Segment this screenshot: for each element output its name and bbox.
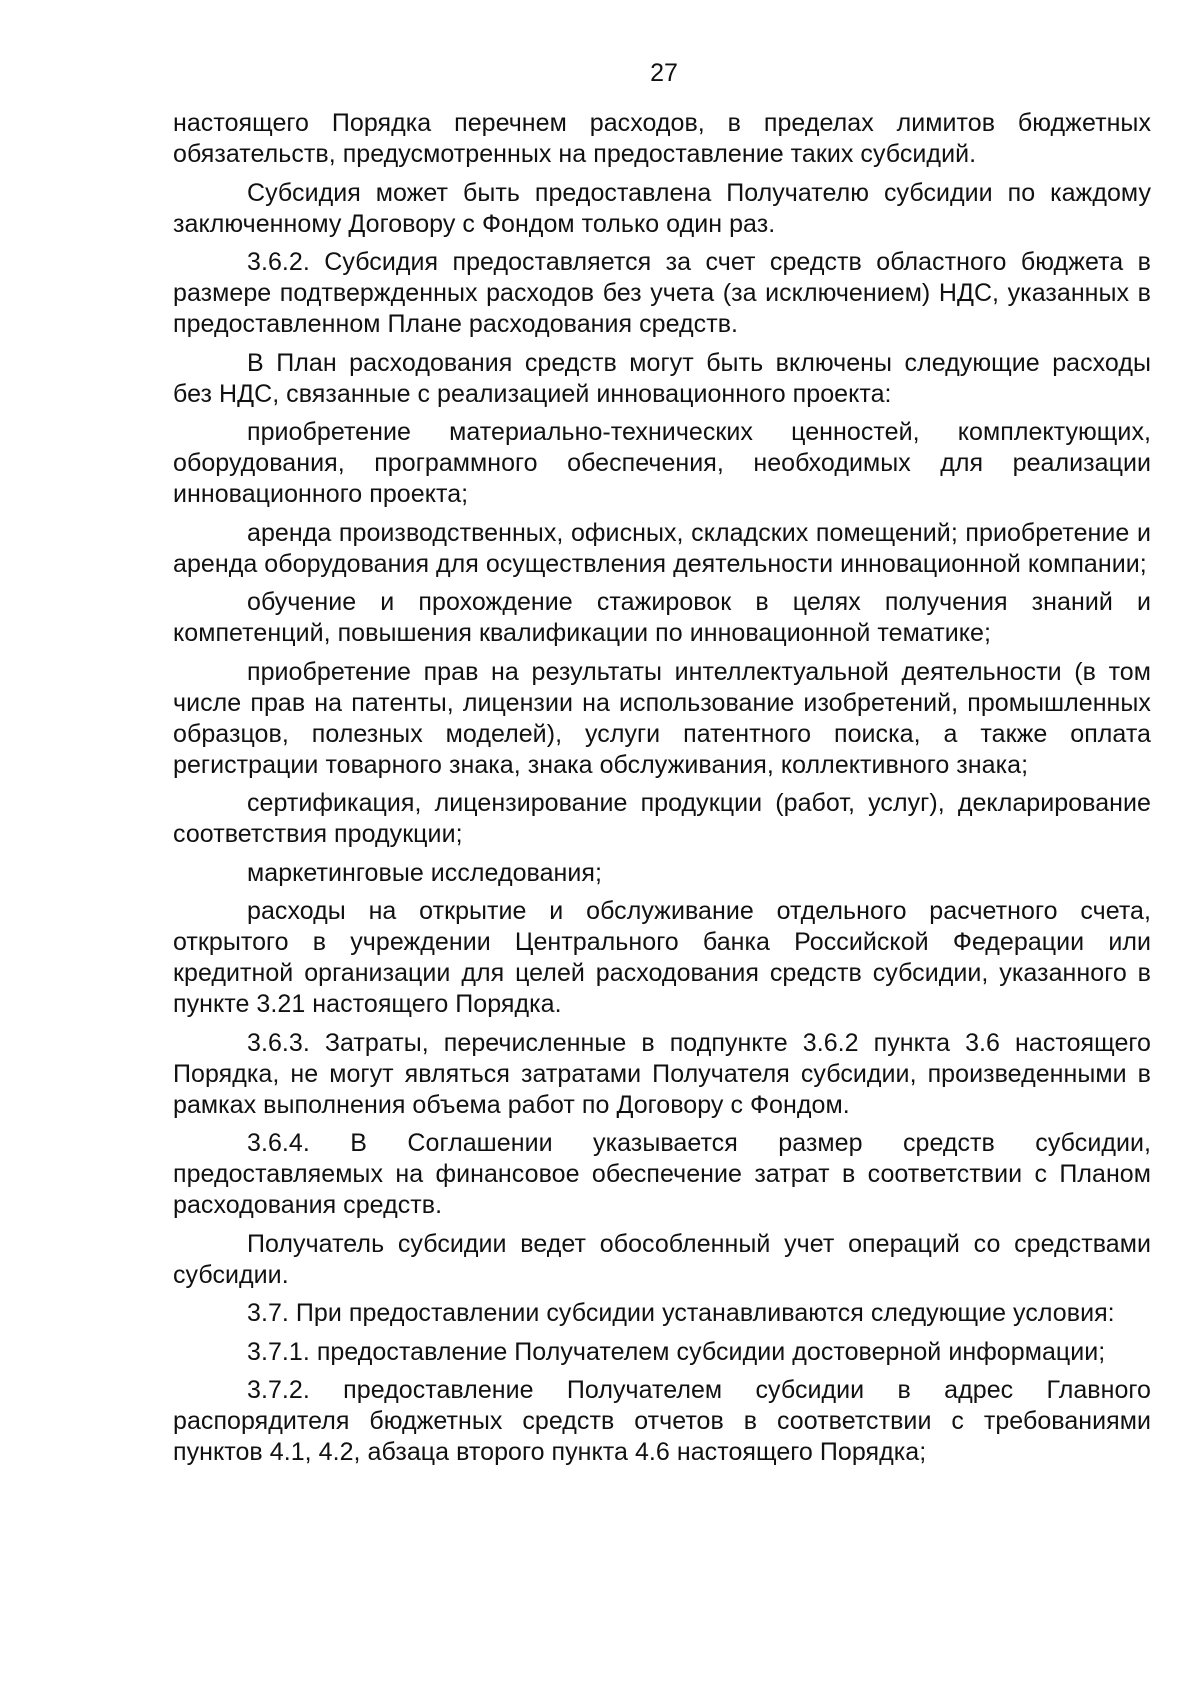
paragraph-1: настоящего Порядка перечнем расходов, в пределах лимитов бюджетных обязательств, предусмотренных на предоставление таких субсидий. [173,109,1151,168]
paragraph-14: Получатель субсидии ведет обособленный учет операций со средствами субсидии. [173,1229,1151,1289]
document-body [173,108,1151,1476]
paragraph-9: сертификация, лицензирование продукции (работ, услуг), декларирование соответствия продукции; [173,789,1151,848]
paragraph-12: 3.6.3. Затраты, перечисленные в подпункте 3.6.2 пункта 3.6 настоящего Порядка, не могут являться затратами Получателя субсидии, произведенными в рамках выполнения объема работ по Договору с Фондом. [173,1028,1151,1119]
page-number: 27 [650,59,678,87]
paragraph-17: 3.7.2. предоставление Получателем субсидии в адрес Главного распорядителя бюджетных средств отчетов в соответствии с требованиями пунктов 4.1, 4.2, абзаца второго пункта 4.6 настоящего Порядка; [173,1376,1151,1466]
paragraph-3: 3.6.2. Субсидия предоставляется за счет средств областного бюджета в размере подтвержденных расходов без учета (за исключением) НДС, указанных в предоставленном Плане расходования средств. [173,248,1151,338]
paragraph-6: аренда производственных, офисных, складских помещений; приобретение и аренда оборудования для осуществления деятельности инновационной компании; [173,518,1151,578]
paragraph-16: 3.7.1. предоставление Получателем субсидии достоверной информации; [247,1337,1106,1366]
paragraph-7: обучение и прохождение стажировок в целях получения знаний и компетенций, повышения квалификации по инновационной тематике; [173,588,1151,647]
paragraph-5: приобретение материально-технических ценностей, комплектующих, оборудования, программного обеспечения, необходимых для реализации инновационного проекта; [173,418,1151,508]
paragraph-2: Субсидия может быть предоставлена Получателю субсидии по каждому заключенному Договору с Фондом только один раз. [173,178,1151,238]
paragraph-8: приобретение прав на результаты интеллектуальной деятельности (в том числе прав на патенты, лицензии на использование изобретений, промышленных образцов, полезных моделей), услуги патентного поиска, а также оплата регистрации товарного знака, знака обслуживания, коллективного знака; [173,657,1151,779]
paragraph-4: В План расходования средств могут быть включены следующие расходы без НДС, связанные с реализацией инновационного проекта: [173,348,1151,408]
paragraph-13: 3.6.4. В Соглашении указывается размер средств субсидии, предоставляемых на финансовое обеспечение затрат в соответствии с Планом расходования средств. [173,1129,1151,1219]
paragraph-15: 3.7. При предоставлении субсидии устанавливаются следующие условия: [247,1299,1115,1327]
paragraph-10: маркетинговые исследования; [247,858,602,887]
paragraph-11: расходы на открытие и обслуживание отдельного расчетного счета, открытого в учреждении Центрального банка Российской Федерации или кредитной организации для целей расходования средств субсидии, указанного в пункте 3.21 настоящего Порядка. [173,897,1151,1018]
